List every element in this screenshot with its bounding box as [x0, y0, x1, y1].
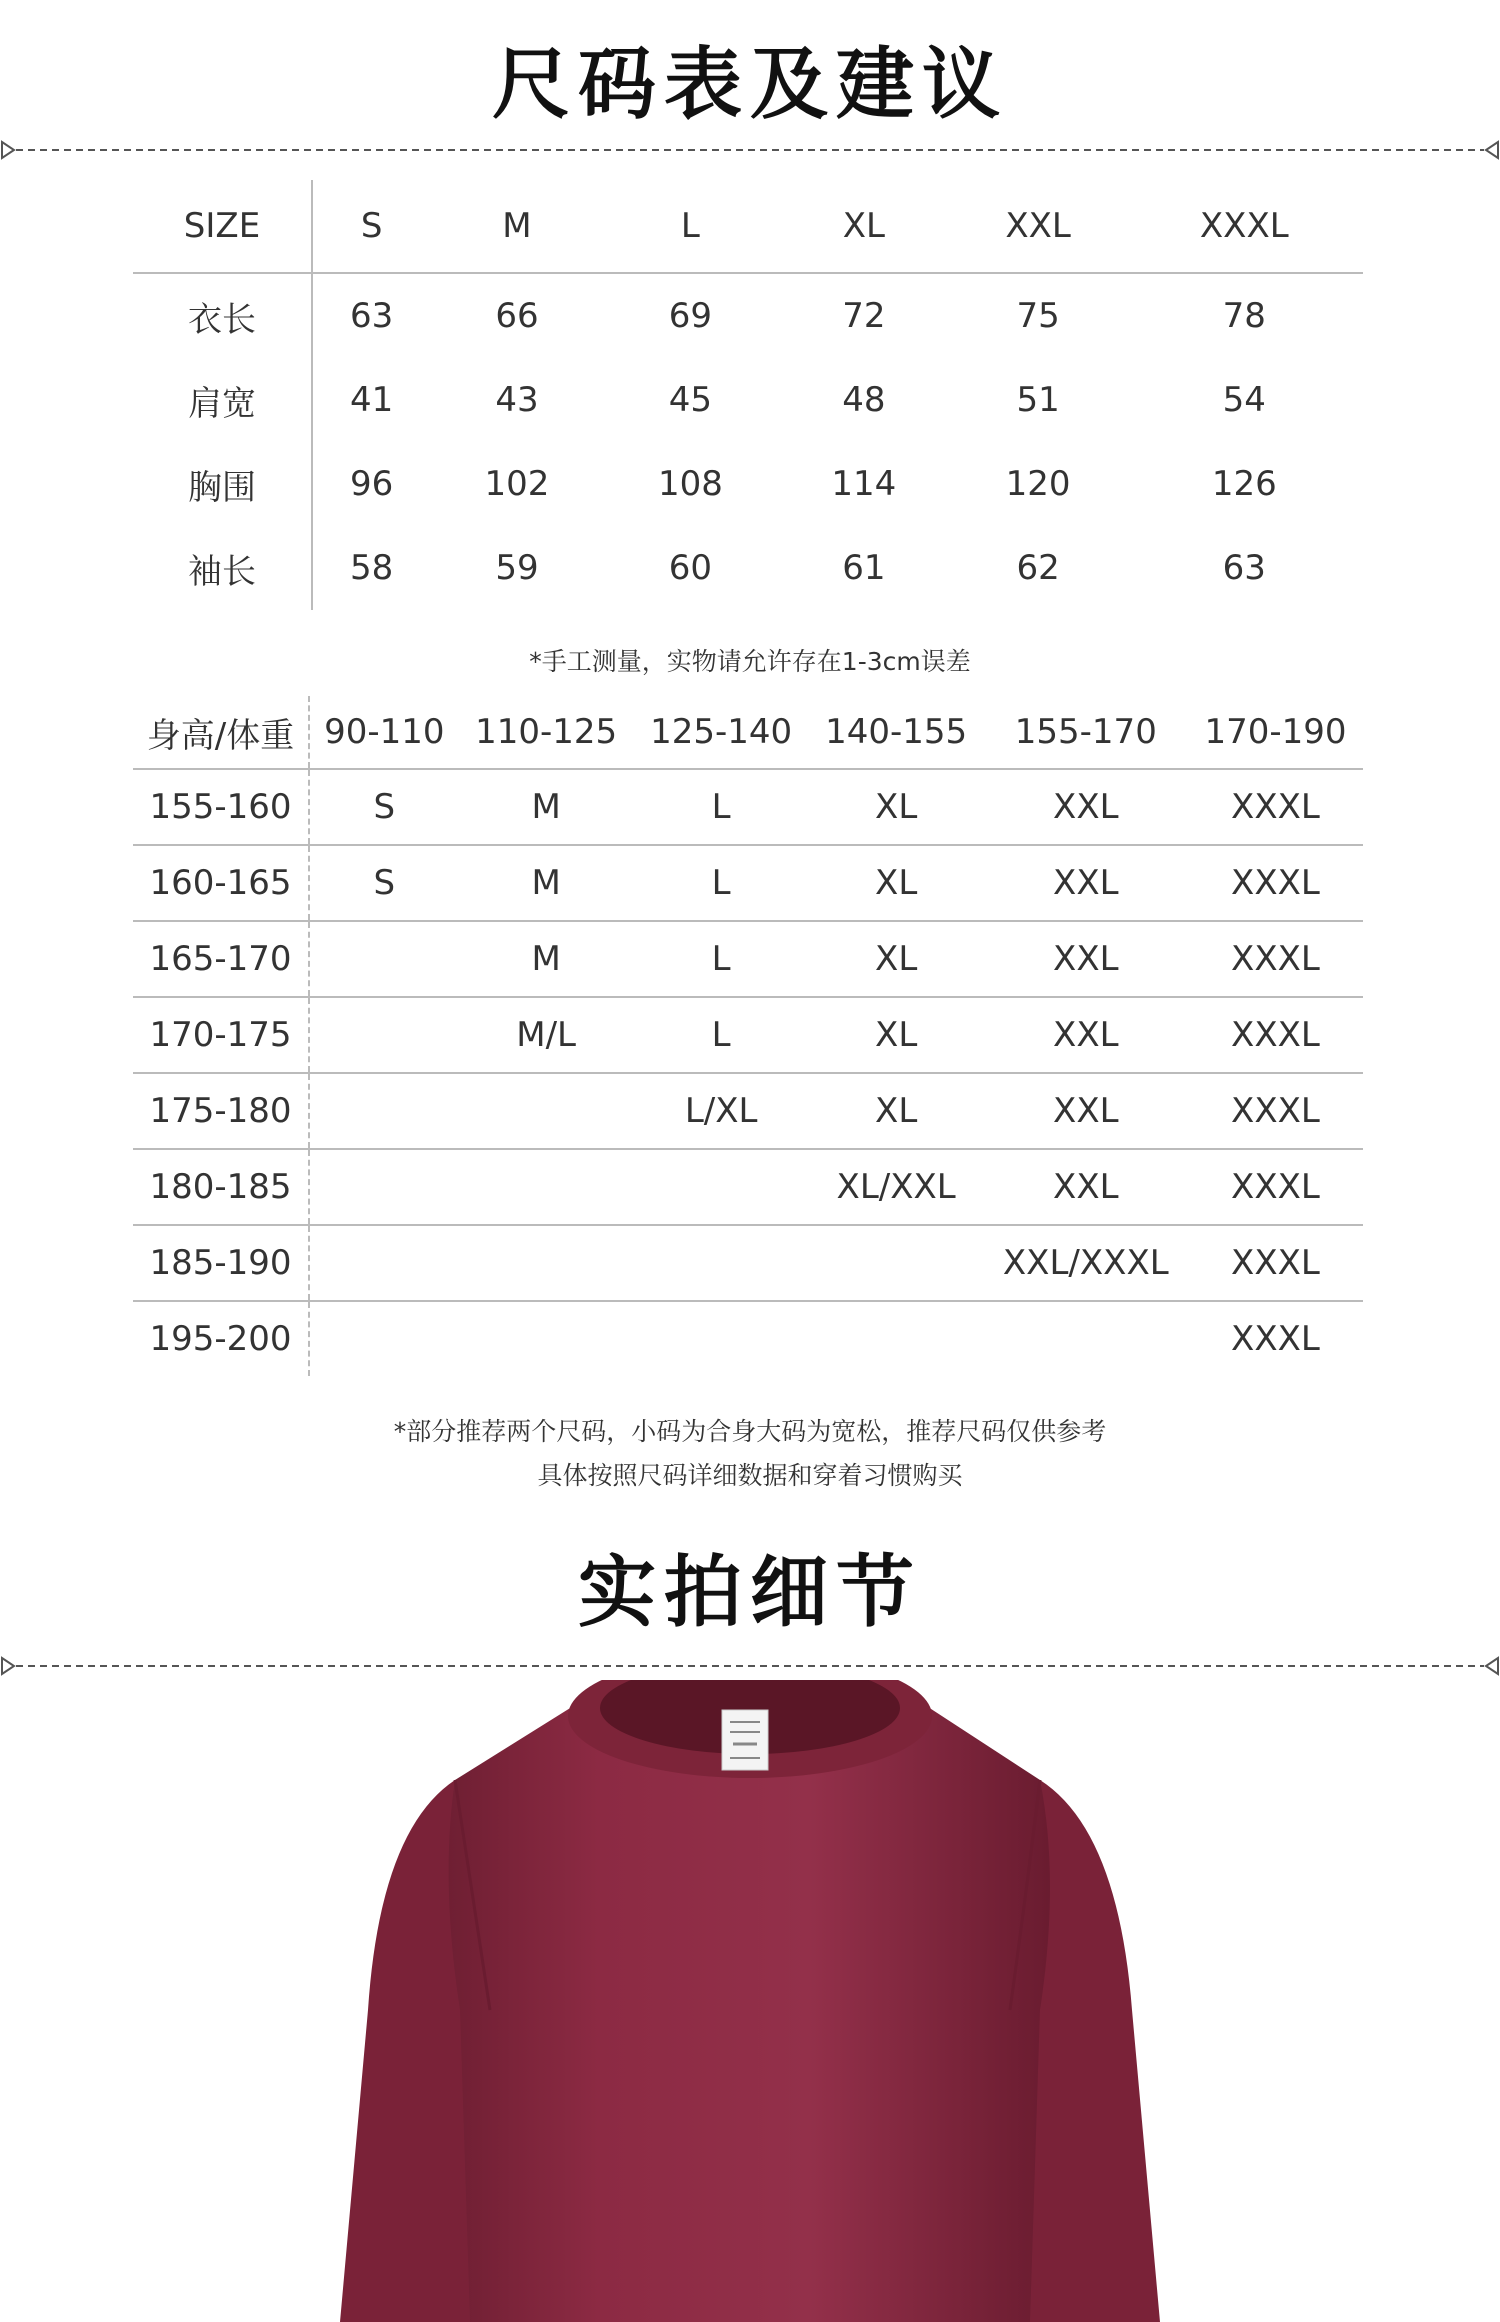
size-header-cell: XXXL: [1126, 180, 1363, 273]
size-cell: 51: [1016, 380, 1060, 420]
recommendation-cell: L: [634, 845, 809, 921]
size-cell: 120: [1005, 464, 1071, 504]
recommendation-cell: L: [634, 769, 809, 845]
recommendation-cell: [634, 1225, 809, 1301]
size-cell: 108: [657, 464, 723, 504]
recommendation-cell: XL: [809, 921, 984, 997]
size-cell: 63: [1222, 548, 1266, 588]
recommendation-note-line1: *部分推荐两个尺码，小码为合身大码为宽松，推荐尺码仅供参考: [393, 1417, 1107, 1446]
recommendation-cell: [634, 1149, 809, 1225]
size-row: [133, 442, 1363, 526]
size-cell: 63: [350, 296, 394, 336]
recommendation-cell: 195-200: [133, 1301, 309, 1376]
recommendation-cell: XXL: [984, 997, 1188, 1073]
recommendation-header-cell: 140-155: [809, 696, 984, 769]
recommendation-cell: 165-170: [133, 921, 309, 997]
recommendation-cell: XXXL: [1188, 1149, 1363, 1225]
size-cell: 胸围: [133, 442, 312, 526]
recommendation-cell: M/L: [459, 997, 634, 1073]
size-header-cell: M: [430, 180, 603, 273]
recommendation-cell: [459, 1301, 634, 1376]
size-cell: 41: [350, 380, 394, 420]
sweatshirt-photo: [0, 1680, 1500, 2322]
recommendation-cell: [309, 1073, 459, 1149]
recommendation-cell: 155-160: [133, 769, 309, 845]
triangle-left-icon: [1486, 142, 1498, 158]
size-cell: 48: [842, 380, 886, 420]
recommendation-cell: [309, 1225, 459, 1301]
size-row-header: [133, 180, 1363, 273]
size-cell: 75: [1016, 296, 1060, 336]
size-cell: 54: [1222, 380, 1266, 420]
recommendation-row: [133, 1301, 1363, 1376]
size-cell: 62: [1016, 548, 1060, 588]
size-cell: 102: [484, 464, 550, 504]
detail-title: 实拍细节: [577, 1548, 922, 1638]
recommendation-cell: XXL: [984, 769, 1188, 845]
size-header-cell: XL: [777, 180, 950, 273]
recommendation-cell: XXXL: [1188, 921, 1363, 997]
size-row: [133, 358, 1363, 442]
recommendation-note-line2: 具体按照尺码详细数据和穿着习惯购买: [537, 1461, 963, 1490]
recommendation-row: [133, 1149, 1363, 1225]
recommendation-row: [133, 845, 1363, 921]
recommendation-cell: [309, 921, 459, 997]
size-row: [133, 273, 1363, 358]
size-cell: 59: [495, 548, 539, 588]
size-header-cell: S: [312, 180, 430, 273]
recommendation-cell: 180-185: [133, 1149, 309, 1225]
recommendation-header-cell: 110-125: [459, 696, 634, 769]
size-cell: 45: [668, 380, 713, 420]
recommendation-cell: XXL/XXXL: [984, 1225, 1188, 1301]
recommendation-cell: XL: [809, 769, 984, 845]
size-cell: 78: [1222, 296, 1266, 336]
recommendation-cell: 170-175: [133, 997, 309, 1073]
recommendation-cell: M: [459, 769, 634, 845]
recommendation-cell: L: [634, 921, 809, 997]
recommendation-cell: XXXL: [1188, 1073, 1363, 1149]
recommendation-cell: 160-165: [133, 845, 309, 921]
recommendation-cell: M: [459, 845, 634, 921]
size-cell: 43: [495, 380, 539, 420]
recommendation-cell: S: [309, 769, 459, 845]
size-cell: 衣长: [133, 273, 312, 358]
recommendation-row: [133, 921, 1363, 997]
recommendation-note: [0, 1410, 1500, 1498]
recommendation-cell: XL: [809, 845, 984, 921]
size-cell: 袖长: [133, 526, 312, 610]
recommendation-header-cell: 身高/体重: [133, 696, 309, 769]
sweatshirt-body: [449, 1692, 1050, 2322]
recommendation-cell: [459, 1225, 634, 1301]
recommendation-cell: [309, 1301, 459, 1376]
recommendation-cell: XXL: [984, 1149, 1188, 1225]
recommendation-cell: 175-180: [133, 1073, 309, 1149]
section-divider: [0, 138, 1500, 162]
recommendation-row-header: [133, 696, 1363, 769]
recommendation-cell: XL: [809, 1073, 984, 1149]
recommendation-row: [133, 1225, 1363, 1301]
size-cell: 72: [842, 296, 886, 336]
triangle-right-icon: [2, 1658, 14, 1674]
size-cell: 肩宽: [133, 358, 312, 442]
recommendation-header-cell: 90-110: [309, 696, 459, 769]
size-cell: 60: [668, 548, 713, 588]
measurement-note: *手工测量，实物请允许存在1-3cm误差: [529, 647, 971, 676]
triangle-left-icon: [1486, 1658, 1498, 1674]
recommendation-cell: L: [634, 997, 809, 1073]
size-table: [133, 180, 1363, 610]
recommendation-cell: [309, 1149, 459, 1225]
recommendation-cell: XL/XXL: [809, 1149, 984, 1225]
recommendation-cell: XXXL: [1188, 1225, 1363, 1301]
recommendation-cell: XXXL: [1231, 1319, 1320, 1359]
recommendation-cell: XXL: [984, 921, 1188, 997]
recommendation-cell: [459, 1073, 634, 1149]
recommendation-table: [133, 696, 1363, 1376]
recommendation-cell: [984, 1301, 1188, 1376]
recommendation-cell: XXL: [984, 845, 1188, 921]
size-cell: 61: [842, 548, 886, 588]
size-row: [133, 526, 1363, 610]
recommendation-cell: [809, 1225, 984, 1301]
recommendation-cell: M: [459, 921, 634, 997]
recommendation-cell: XL: [809, 997, 984, 1073]
recommendation-row: [133, 1073, 1363, 1149]
triangle-right-icon: [2, 142, 14, 158]
size-cell: 126: [1211, 464, 1277, 504]
neck-label: [722, 1710, 768, 1770]
section-divider: [0, 1654, 1500, 1678]
recommendation-cell: XXXL: [1188, 845, 1363, 921]
size-header-cell: XXL: [951, 180, 1126, 273]
size-cell: 96: [350, 464, 394, 504]
size-cell: 114: [831, 464, 897, 504]
recommendation-cell: [309, 997, 459, 1073]
size-header-cell: SIZE: [133, 180, 312, 273]
size-cell: 58: [350, 548, 394, 588]
recommendation-cell: [634, 1301, 809, 1376]
size-header-cell: L: [604, 180, 777, 273]
size-chart-title: 尺码表及建议: [491, 40, 1008, 130]
recommendation-header-cell: 170-190: [1188, 696, 1363, 769]
recommendation-header-cell: 125-140: [634, 696, 809, 769]
recommendation-cell: XXXL: [1188, 997, 1363, 1073]
recommendation-cell: 185-190: [133, 1225, 309, 1301]
recommendation-cell: XXL: [984, 1073, 1188, 1149]
recommendation-cell: S: [309, 845, 459, 921]
recommendation-cell: L/XL: [634, 1073, 809, 1149]
size-cell: 66: [495, 296, 539, 336]
recommendation-row: [133, 997, 1363, 1073]
size-cell: 69: [668, 296, 713, 336]
recommendation-cell: XXXL: [1188, 769, 1363, 845]
recommendation-header-cell: 155-170: [984, 696, 1188, 769]
recommendation-cell: [809, 1301, 984, 1376]
recommendation-cell: [459, 1149, 634, 1225]
recommendation-row: [133, 769, 1363, 845]
